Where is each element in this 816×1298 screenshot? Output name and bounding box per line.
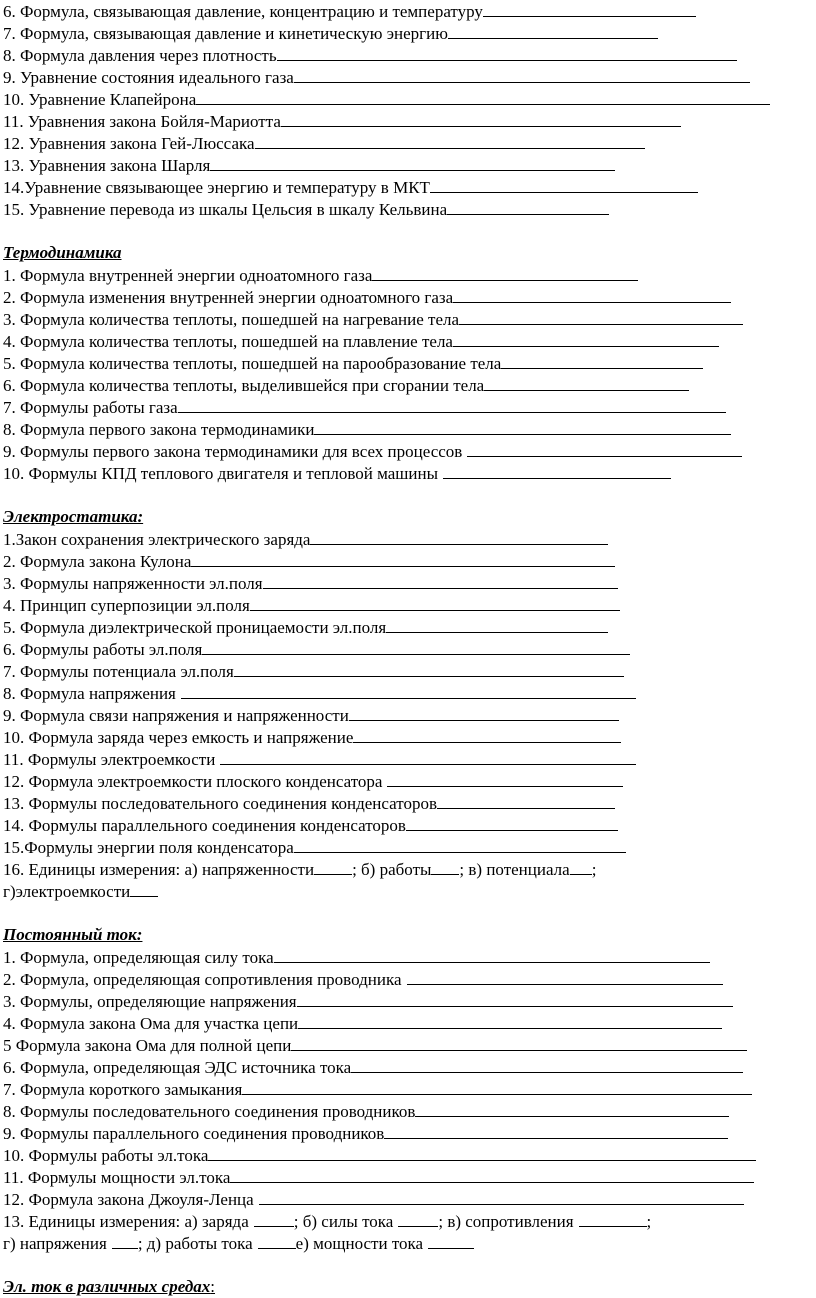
units-row: г)электроемкости xyxy=(3,880,813,902)
answer-blank[interactable] xyxy=(447,198,609,215)
answer-blank[interactable] xyxy=(191,550,615,567)
list-item: 8. Формула первого закона термодинамики xyxy=(3,418,813,440)
answer-blank[interactable] xyxy=(398,1210,438,1227)
list-item: 5. Формула количества теплоты, пошедшей на парообразование тела xyxy=(3,352,813,374)
list-item: 4. Принцип суперпозиции эл.поля xyxy=(3,594,813,616)
answer-blank[interactable] xyxy=(263,572,618,589)
answer-blank[interactable] xyxy=(230,1166,754,1183)
list-item: 14. Формулы параллельного соединения конденсаторов xyxy=(3,814,813,836)
answer-blank[interactable] xyxy=(407,968,723,985)
list-item: 15. Уравнение перевода из шкалы Цельсия в шкалу Кельвина xyxy=(3,198,813,220)
dc-list xyxy=(3,946,813,1254)
answer-blank[interactable] xyxy=(387,770,623,787)
list-item: 10. Формулы работы эл.тока xyxy=(3,1144,813,1166)
list-item: 5. Формула диэлектрической проницаемости эл.поля xyxy=(3,616,813,638)
section-title-thermodynamics: Термодинамика xyxy=(3,243,122,262)
list-item: 11. Уравнения закона Бойля-Мариотта xyxy=(3,110,813,132)
answer-blank[interactable] xyxy=(484,374,689,391)
answer-blank[interactable] xyxy=(384,1122,728,1139)
list-item: 4. Формула количества теплоты, пошедшей на плавление тела xyxy=(3,330,813,352)
answer-blank[interactable] xyxy=(297,990,733,1007)
answer-blank[interactable] xyxy=(112,1232,138,1249)
list-item: 12. Формула электроемкости плоского конденсатора xyxy=(3,770,813,792)
list-item: 1. Формула внутренней энергии одноатомного газа xyxy=(3,264,813,286)
list-item: 14.Уравнение связывающее энергию и температуру в МКТ xyxy=(3,176,813,198)
answer-blank[interactable] xyxy=(353,726,621,743)
answer-blank[interactable] xyxy=(310,528,608,545)
mkt-list xyxy=(3,0,813,220)
answer-blank[interactable] xyxy=(415,1100,729,1117)
list-item: 1.Закон сохранения электрического заряда xyxy=(3,528,813,550)
answer-blank[interactable] xyxy=(202,638,630,655)
answer-blank[interactable] xyxy=(579,1210,647,1227)
answer-blank[interactable] xyxy=(298,1012,722,1029)
list-item: 4. Формула закона Ома для участка цепи xyxy=(3,1012,813,1034)
answer-blank[interactable] xyxy=(210,154,615,171)
answer-blank[interactable] xyxy=(448,22,658,39)
list-item: 12. Формула закона Джоуля-Ленца xyxy=(3,1188,813,1210)
answer-blank[interactable] xyxy=(181,682,636,699)
units-row: 16. Единицы измерения: а) напряженности ; б) работы ; в) потенциала ; xyxy=(3,860,597,879)
units-row: 13. Единицы измерения: а) заряда ; б) силы тока ; в) сопротивления ; xyxy=(3,1212,652,1231)
thermo-list xyxy=(3,264,813,484)
section-title-direct-current: Постоянный ток: xyxy=(3,925,143,944)
list-item: 10. Формулы КПД теплового двигателя и тепловой машины xyxy=(3,462,813,484)
list-item: 9. Формула связи напряжения и напряженности xyxy=(3,704,813,726)
answer-blank[interactable] xyxy=(178,396,726,413)
answer-blank[interactable] xyxy=(386,616,608,633)
answer-blank[interactable] xyxy=(196,88,770,105)
answer-blank[interactable] xyxy=(208,1144,756,1161)
list-item: 6. Формулы работы эл.поля xyxy=(3,638,813,660)
list-item: 6. Формула количества теплоты, выделившейся при сгорании тела xyxy=(3,374,813,396)
answer-blank[interactable] xyxy=(349,704,619,721)
answer-blank[interactable] xyxy=(314,418,731,435)
answer-blank[interactable] xyxy=(258,1232,296,1249)
list-item: 6. Формула, связывающая давление, концентрацию и температуру xyxy=(3,0,813,22)
answer-blank[interactable] xyxy=(443,462,671,479)
list-item: 3. Формулы напряженности эл.поля xyxy=(3,572,813,594)
answer-blank[interactable] xyxy=(406,814,618,831)
list-item: 13. Уравнения закона Шарля xyxy=(3,154,813,176)
answer-blank[interactable] xyxy=(459,308,743,325)
worksheet xyxy=(3,0,813,1298)
units-row: г) напряжения ; д) работы тока е) мощности тока xyxy=(3,1232,813,1254)
list-item: 7. Формула короткого замыкания xyxy=(3,1078,813,1100)
answer-blank[interactable] xyxy=(242,1078,752,1095)
answer-blank[interactable] xyxy=(291,1034,747,1051)
list-item: 9. Уравнение состояния идеального газа xyxy=(3,66,813,88)
list-item: 2. Формула, определяющая сопротивления проводника xyxy=(3,968,813,990)
electro-list xyxy=(3,528,813,902)
list-item: 11. Формулы электроемкости xyxy=(3,748,813,770)
answer-blank[interactable] xyxy=(277,44,737,61)
answer-blank[interactable] xyxy=(234,660,624,677)
answer-blank[interactable] xyxy=(250,594,620,611)
answer-blank[interactable] xyxy=(281,110,681,127)
section-title-current-in-media: Эл. ток в различных средах: xyxy=(3,1277,216,1296)
list-item: 7. Формула, связывающая давление и кинетическую энергию xyxy=(3,22,813,44)
list-item: 15.Формулы энергии поля конденсатора xyxy=(3,836,813,858)
answer-blank[interactable] xyxy=(467,440,742,457)
list-item: 8. Формула напряжения xyxy=(3,682,813,704)
answer-blank[interactable] xyxy=(437,792,615,809)
list-item: 10. Формула заряда через емкость и напряжение xyxy=(3,726,813,748)
list-item: 5 Формула закона Ома для полной цепи xyxy=(3,1034,813,1056)
list-item: 2. Формула закона Кулона xyxy=(3,550,813,572)
section-title-electrostatics: Электростатика: xyxy=(3,507,144,526)
list-item: 3. Формула количества теплоты, пошедшей на нагревание тела xyxy=(3,308,813,330)
answer-blank[interactable] xyxy=(501,352,703,369)
list-item: 3. Формулы, определяющие напряжения xyxy=(3,990,813,1012)
list-item: 7. Формулы потенциала эл.поля xyxy=(3,660,813,682)
list-item: 6. Формула, определяющая ЭДС источника тока xyxy=(3,1056,813,1078)
answer-blank[interactable] xyxy=(255,132,645,149)
list-item: 11. Формулы мощности эл.тока xyxy=(3,1166,813,1188)
list-item: 8. Формулы последовательного соединения проводников xyxy=(3,1100,813,1122)
list-item: 12. Уравнения закона Гей-Люссака xyxy=(3,132,813,154)
answer-blank[interactable] xyxy=(220,748,636,765)
list-item: 8. Формула давления через плотность xyxy=(3,44,813,66)
answer-blank[interactable] xyxy=(428,1232,474,1249)
list-item: 9. Формулы первого закона термодинамики для всех процессов xyxy=(3,440,813,462)
list-item: 10. Уравнение Клапейрона xyxy=(3,88,813,110)
answer-blank[interactable] xyxy=(130,880,158,897)
answer-blank[interactable] xyxy=(294,66,750,83)
answer-blank[interactable] xyxy=(570,858,592,875)
list-item: 7. Формулы работы газа xyxy=(3,396,813,418)
answer-blank[interactable] xyxy=(430,176,698,193)
list-item: 13. Формулы последовательного соединения конденсаторов xyxy=(3,792,813,814)
answer-blank[interactable] xyxy=(314,858,352,875)
answer-blank[interactable] xyxy=(294,836,626,853)
answer-blank[interactable] xyxy=(254,1210,294,1227)
answer-blank[interactable] xyxy=(453,286,731,303)
answer-blank[interactable] xyxy=(259,1188,744,1205)
list-item: 1. Формула, определяющая силу тока xyxy=(3,946,813,968)
answer-blank[interactable] xyxy=(274,946,710,963)
answer-blank[interactable] xyxy=(351,1056,743,1073)
answer-blank[interactable] xyxy=(431,858,459,875)
answer-blank[interactable] xyxy=(372,264,638,281)
answer-blank[interactable] xyxy=(453,330,719,347)
list-item: 9. Формулы параллельного соединения проводников xyxy=(3,1122,813,1144)
list-item: 2. Формула изменения внутренней энергии одноатомного газа xyxy=(3,286,813,308)
answer-blank[interactable] xyxy=(483,0,696,17)
